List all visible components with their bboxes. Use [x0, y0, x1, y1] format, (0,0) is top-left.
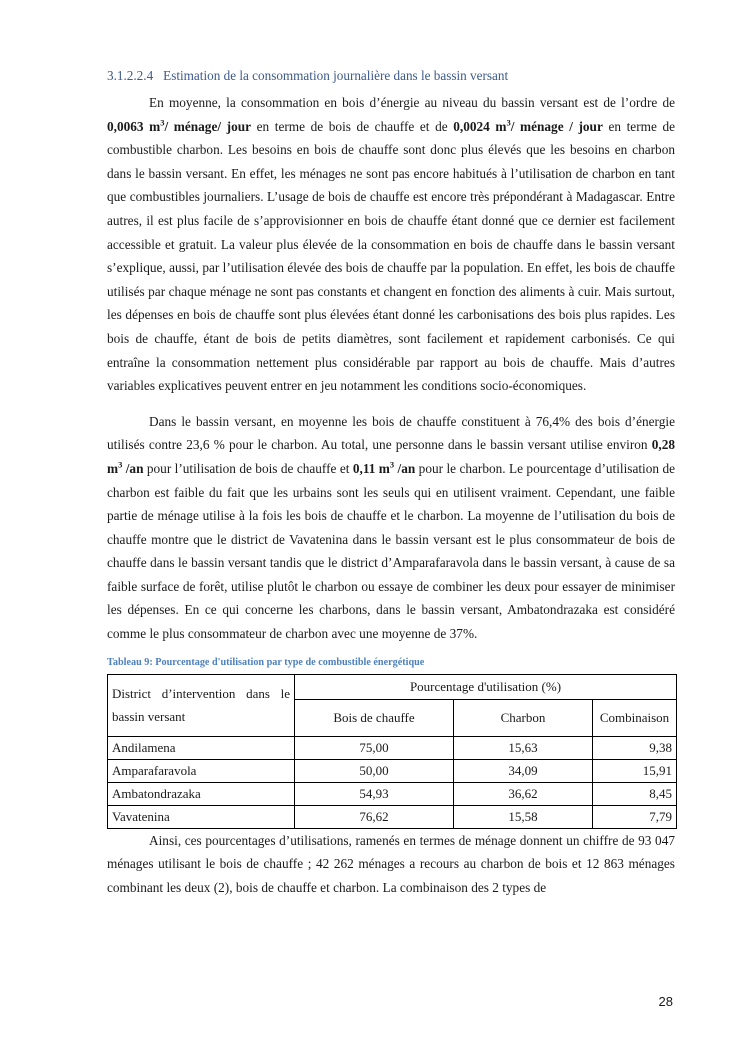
combinaison-cell: 8,45	[593, 782, 677, 805]
p2-value-bois-number: 0,28 m	[107, 437, 675, 476]
bois-cell: 54,93	[295, 782, 454, 805]
district-header: District d’intervention dans le bassin versant	[108, 674, 295, 736]
charbon-cell: 36,62	[454, 782, 593, 805]
charbon-cell: 34,09	[454, 759, 593, 782]
p2-value-charbon-exponent: 3	[389, 459, 395, 470]
document-page	[107, 66, 675, 899]
table-row	[108, 805, 677, 828]
p1-value-bois-exponent: 3	[160, 117, 165, 128]
charbon-cell: 15,63	[454, 736, 593, 759]
bois-cell: 75,00	[295, 736, 454, 759]
p2-value-bois-unit: /an	[122, 460, 144, 476]
paragraph-distribution	[107, 410, 675, 646]
paragraph-households: Ainsi, ces pourcentages d’utilisations, ramenés en termes de ménage donnent un chiffre de 93 047 ménages utilisant le bois de chauffe ; 42 262 ménages a recours au charbon de bois et 12 863 ménages combinant les deux (2), bois de chauffe et charbon. La combinaison des 2 types de	[107, 832, 675, 895]
district-cell: Amparafaravola	[108, 759, 295, 782]
combinaison-cell: 15,91	[593, 759, 677, 782]
p1-value-charbon-unit: / ménage / jour	[510, 118, 603, 134]
column-header-combinaison: Combinaison	[593, 699, 677, 736]
page-number: 28	[658, 994, 673, 1009]
p1-value-bois-unit: / ménage/ jour	[164, 118, 252, 134]
section-number: 3.1.2.2.4	[107, 68, 154, 83]
p2-text-3: pour le charbon. Le pourcentage d’utilisation de charbon est faible du fait que les urbains sont les seuls qui en utilisent vraiment. Cependant, une faible partie de ménage utilise à la fois les bois de chauffe et le charbon. La moyenne de l’utilisation du bois de chauffe montre que le district de Vavatenina dans le bassin versant est le plus consommateur de bois de chauffe dans le bassin versant tandis que le district d’Amparafaravola dans le bassin versant, à cause de sa faible surface de forêt, utilise plutôt le charbon ou essaye de combiner les deux pour essayer de minimiser les dépenses. En ce qui concerne les charbons, dans le bassin versant, Ambatondrazaka est considéré comme le plus consommateur de charbon avec une moyenne de 37%.	[107, 460, 676, 642]
p1-value-charbon-exponent: 3	[506, 117, 511, 128]
district-cell: Vavatenina	[108, 805, 295, 828]
p1-text-3: en terme de combustible charbon. Les besoins en bois de chauffe sont donc plus élevés que les besoins en charbon dans le bassin versant. En effet, les ménages ne sont pas encore habitués à l’utilisation de charbon en tant que combustibles journaliers. L’usage de bois de chauffe est encore très prépondérant à Madagascar. Entre autres, il est plus facile de s’approvisionner en bois de chauffe étant donné que ce dernier est facilement accessible et gratuit. La valeur plus élevée de la consommation en bois de chauffe dans le bassin versant s’explique, aussi, par l’utilisation élevée des bois de chauffe par la population. En effet, les bois de chauffe utilisés par chaque ménage ne sont pas constants et changent en fonction des aliments à cuir. Mais surtout, les dépenses en bois de chauffe sont plus élevées étant donné les carbonisations des bois plus rapides. Les bois de chauffe, étant de bois de petits diamètres, sont facilement et rapidement carbonisés. Ce qui entraîne la consommation nettement plus considérable par rapport au bois de chauffe. Mais d’autres variables explicatives peuvent entrer en jeu notamment les conditions socio-économiques.	[107, 118, 676, 394]
combinaison-cell: 9,38	[593, 736, 677, 759]
combinaison-cell: 7,79	[593, 805, 677, 828]
p1-value-charbon	[453, 119, 603, 134]
p1-value-bois-number: 0,0063 m	[107, 118, 161, 134]
p1-text-2: en terme de bois de chauffe et de	[251, 118, 454, 134]
table-row	[108, 736, 677, 759]
p2-text-1: Dans le bassin versant, en moyenne les bois de chauffe constituent à 76,4% des bois d’énergie utilisés contre 23,6 % pour le charbon. Au total, une personne dans le bassin versant utilise environ	[107, 413, 675, 453]
bois-cell: 76,62	[295, 805, 454, 828]
p2-value-charbon-unit: /an	[394, 460, 416, 476]
charbon-cell: 15,58	[454, 805, 593, 828]
section-title: Estimation de la consommation journalière dans le bassin versant	[163, 68, 509, 83]
p2-text-2: pour l’utilisation de bois de chauffe et	[143, 460, 353, 476]
bois-cell: 50,00	[295, 759, 454, 782]
section-heading	[107, 66, 675, 85]
table-row	[108, 782, 677, 805]
table-caption: Tableau 9: Pourcentage d'utilisation par type de combustible énergétique	[107, 656, 425, 668]
p2-value-charbon-number: 0,11 m	[352, 460, 390, 476]
p2-value-charbon	[353, 461, 415, 476]
p1-value-bois	[107, 119, 251, 134]
column-header-bois: Bois de chauffe	[295, 699, 454, 736]
p2-value-bois-exponent: 3	[118, 459, 123, 470]
table-row	[108, 759, 677, 782]
p1-text-1: En moyenne, la consommation en bois d’énergie au niveau du bassin versant est de l’ordre de	[149, 95, 675, 110]
district-cell: Andilamena	[108, 736, 295, 759]
p1-value-charbon-number: 0,0024 m	[453, 118, 507, 134]
usage-table	[107, 674, 677, 829]
column-header-charbon: Charbon	[454, 699, 593, 736]
paragraph-consumption	[107, 91, 675, 398]
percentage-header: Pourcentage d'utilisation (%)	[295, 674, 677, 699]
district-cell: Ambatondrazaka	[108, 782, 295, 805]
